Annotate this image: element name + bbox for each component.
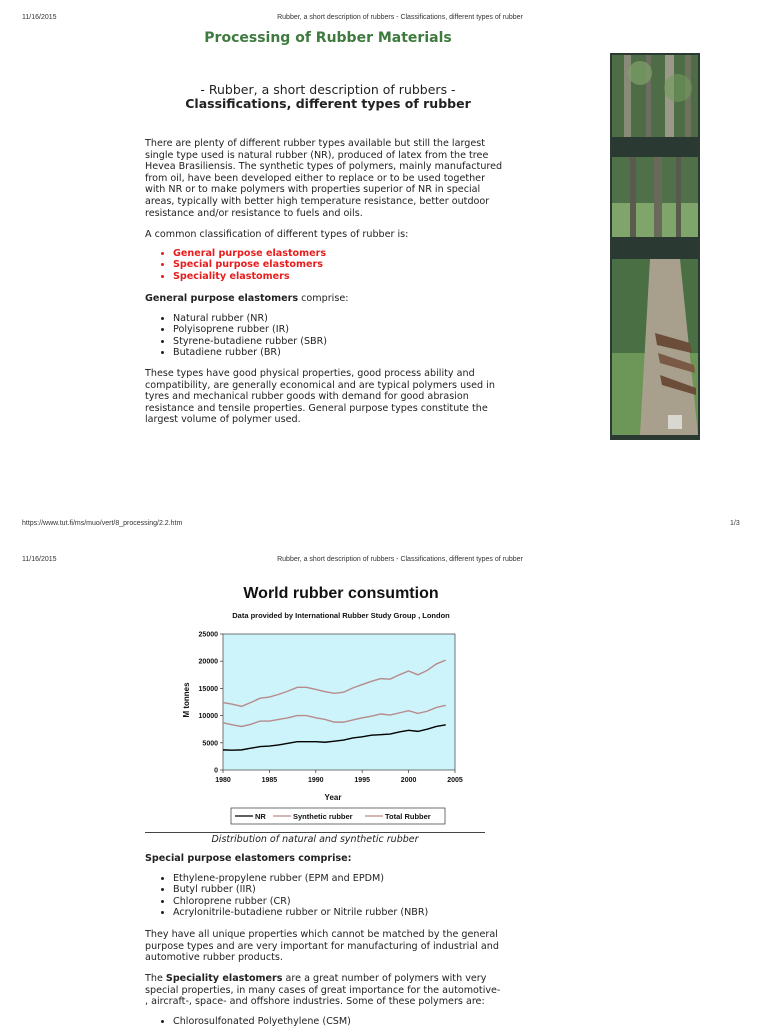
- speciality-post: are a great number of polymers with very: [282, 973, 487, 984]
- desc-line: special properties, in many cases of great importance for the automotive-: [145, 984, 501, 996]
- special-purpose-description: [145, 929, 505, 964]
- legend-label-total: Total Rubber: [385, 812, 431, 821]
- desc-line: , aircraft-, space- and offshore industries. Some of these polymers are:: [145, 996, 485, 1008]
- link-speciality[interactable]: • Speciality elastomers: [173, 271, 513, 282]
- rubber-tree-photo-strip: [610, 53, 700, 440]
- y-tick-label: 5000: [202, 740, 218, 748]
- rubber-tree-photos: [610, 53, 700, 440]
- subtitle-classifications: Classifications, different types of rubber: [185, 96, 471, 111]
- print-date: 11/16/2015: [22, 556, 57, 563]
- desc-line: automotive rubber products.: [145, 952, 283, 964]
- list-item: • Ethylene-propylene rubber (EPM and EPDM): [173, 873, 513, 884]
- print-doc-title: Rubber, a short description of rubbers - Classifications, different types of rubber: [277, 556, 523, 563]
- subtitle-short-description: - Rubber, a short description of rubbers -: [200, 82, 456, 97]
- general-purpose-heading-bold: General purpose elastomers: [145, 293, 299, 304]
- page-number: 1/3: [730, 520, 740, 527]
- print-date: 11/16/2015: [22, 14, 57, 21]
- desc-line: tyres and mechanical rubber goods with demand for good abrasion: [145, 391, 469, 403]
- chart-caption: Distribution of natural and synthetic rubber: [145, 832, 485, 845]
- speciality-bold: Speciality elastomers: [165, 973, 283, 984]
- general-purpose-list: [145, 313, 513, 359]
- speciality-list: [145, 1016, 513, 1027]
- list-item: • Polyisoprene rubber (IR): [173, 324, 513, 335]
- intro-line: resistance and/or resistance to fuels and oils.: [145, 207, 363, 219]
- link-general-purpose[interactable]: • General purpose elastomers: [173, 248, 513, 259]
- intro-line: single type used is natural rubber (NR), produced of latex from the tree: [145, 149, 489, 161]
- speciality-line-1: [145, 973, 505, 985]
- list-item: • Chlorosulfonated Polyethylene (CSM): [173, 1016, 513, 1027]
- classification-intro: A common classification of different types of rubber is:: [145, 229, 409, 240]
- intro-line: from oil, have been developed either to replace or to be used together: [145, 172, 486, 184]
- y-axis-label: M tonnes: [182, 682, 191, 718]
- x-tick-label: 1985: [261, 777, 278, 784]
- rubber-consumption-chart: [182, 572, 475, 832]
- intro-line: Hevea Brasiliensis. The synthetic types of polymers, mainly manufactured: [145, 161, 503, 173]
- chart-svg: [182, 572, 475, 832]
- x-tick-label: 2000: [400, 777, 417, 784]
- desc-line: They have all unique properties which cannot be matched by the general: [145, 929, 498, 940]
- y-tick-label: 10000: [198, 713, 218, 721]
- list-item: • Butadiene rubber (BR): [173, 347, 513, 358]
- y-tick-label: 20000: [198, 658, 218, 666]
- general-purpose-heading: [145, 293, 505, 305]
- chart-title: World rubber consumtion: [243, 585, 439, 602]
- intro-line: areas, typically with better high temperature resistance, better outdoor: [145, 195, 490, 207]
- list-item: • Natural rubber (NR): [173, 313, 513, 324]
- general-purpose-heading-rest: comprise:: [298, 293, 349, 304]
- chart-legend: [231, 808, 445, 824]
- x-tick-label: 1980: [215, 777, 231, 784]
- legend-label-nr: NR: [255, 812, 266, 821]
- desc-line: These types have good physical properties, good process ability and: [145, 368, 475, 379]
- desc-line: compatibility, are generally economical and are typical polymers used in: [145, 379, 495, 391]
- link-special-purpose[interactable]: • Special purpose elastomers: [173, 259, 513, 270]
- page-url[interactable]: https://www.tut.fi/ms/muo/vert/8_processing/2.2.htm: [22, 520, 183, 527]
- general-purpose-description: [145, 368, 505, 426]
- y-tick-label: 25000: [198, 631, 218, 639]
- list-item: • Acrylonitrile-butadiene rubber or Nitrile rubber (NBR): [173, 907, 513, 918]
- y-tick-label: 0: [214, 767, 218, 775]
- intro-line: with NR or to make polymers with properties superior of NR in special: [145, 184, 481, 196]
- speciality-pre: The: [145, 973, 166, 984]
- y-tick-label: 15000: [198, 685, 218, 693]
- intro-paragraph: [145, 138, 505, 219]
- plot-area: [223, 634, 455, 770]
- speciality-paragraph: [145, 973, 505, 1008]
- list-item: • Chloroprene rubber (CR): [173, 896, 513, 907]
- desc-line: largest volume of polymer used.: [145, 414, 301, 426]
- x-tick-label: 1990: [308, 777, 324, 784]
- x-axis-label: Year: [324, 793, 342, 802]
- site-title: Processing of Rubber Materials: [204, 30, 452, 46]
- legend-label-synthetic: Synthetic rubber: [293, 812, 353, 821]
- special-purpose-list: [145, 873, 513, 919]
- print-doc-title: Rubber, a short description of rubbers - Classifications, different types of rubber: [277, 14, 523, 21]
- x-tick-label: 2005: [447, 777, 463, 784]
- chart-subtitle: Data provided by International Rubber Study Group , London: [232, 611, 450, 620]
- desc-line: resistance and tensile properties. General purpose types constitute the: [145, 402, 488, 414]
- x-tick-label: 1995: [354, 777, 370, 784]
- desc-line: purpose types and are very important for manufacturing of industrial and: [145, 940, 499, 952]
- list-item: • Styrene-butadiene rubber (SBR): [173, 336, 513, 347]
- classification-list: [145, 248, 513, 282]
- list-item: • Butyl rubber (IIR): [173, 884, 513, 895]
- intro-line: There are plenty of different rubber types available but still the largest: [145, 138, 485, 149]
- special-purpose-heading: Special purpose elastomers comprise:: [145, 853, 352, 864]
